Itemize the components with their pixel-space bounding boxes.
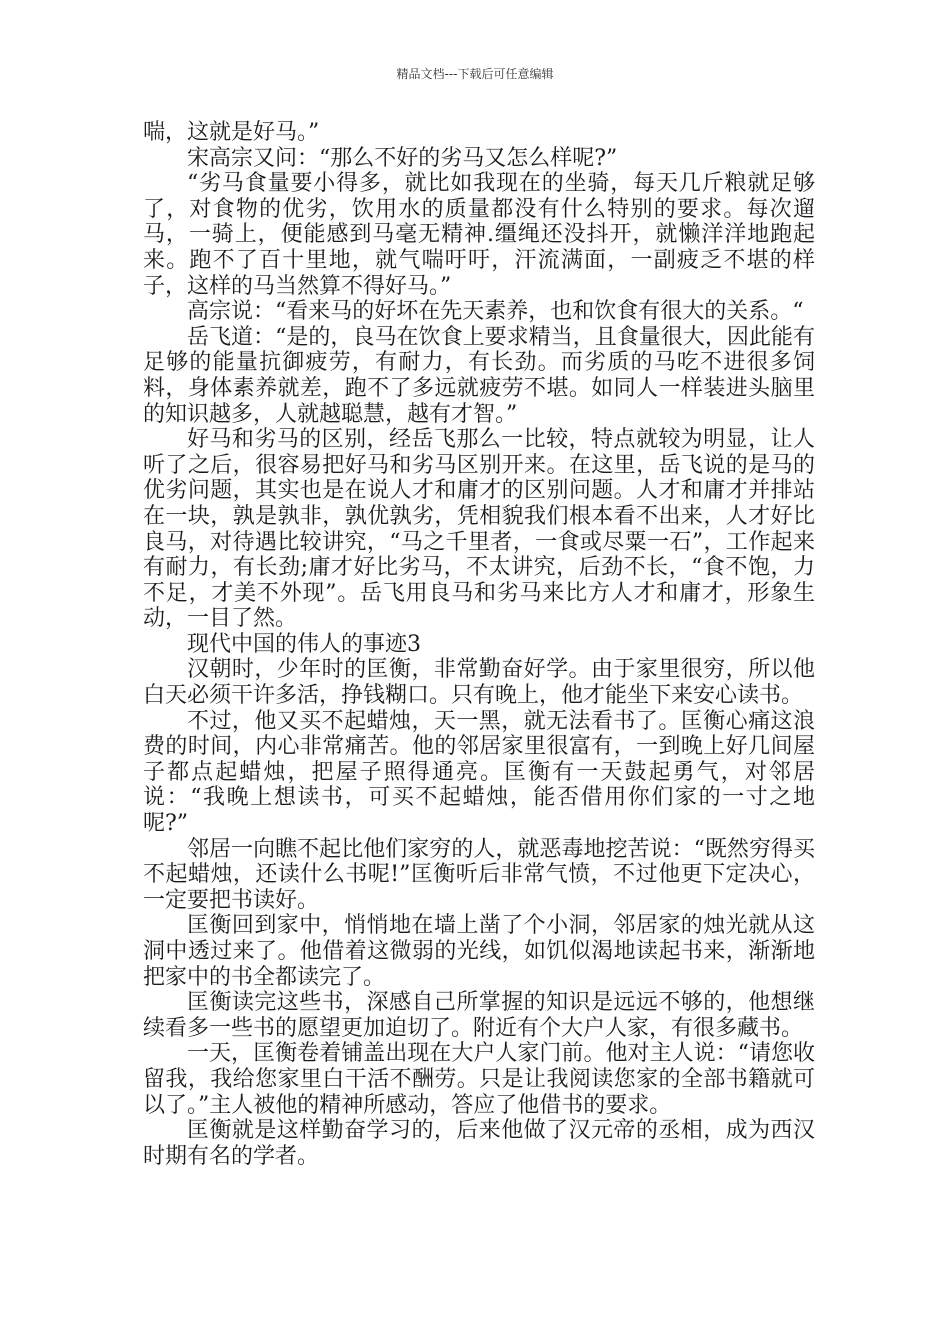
paragraph: 岳飞道：“是的，良马在饮食上要求精当，且食量很大，因此能有足够的能量抗御疲劳，有耐力，有长劲。而劣质的马吃不进很多饲料，身体素养就差，跑不了多远就疲劳不堪。如同人一样装进头脑里的知识越多，人就越聪慧，越有才智。” <box>143 324 815 427</box>
paragraph: “劣马食量要小得多，就比如我现在的坐骑，每天几斤粮就足够了，对食物的优劣，饮用水的质量都没有什么特别的要求。每次遛马，一骑上，便能感到马毫无精神.缰绳还没抖开，就懒洋洋地跑起来。跑不了百十里地，就气喘吁吁，汗流满面，一副疲乏不堪的样子，这样的马当然算不得好马。” <box>143 171 815 299</box>
paragraph: 一天，匡衡卷着铺盖出现在大户人家门前。他对主人说：“请您收留我，我给您家里白干活不酬劳。只是让我阅读您家的全部书籍就可以了。”主人被他的精神所感动，答应了他借书的要求。 <box>143 1041 815 1118</box>
page-header: 精品文档---下载后可任意编辑 <box>396 67 554 81</box>
paragraph: 匡衡就是这样勤奋学习的，后来他做了汉元帝的丞相，成为西汉时期有名的学者。 <box>143 1118 815 1169</box>
paragraph: 高宗说：“看来马的好坏在先天素养，也和饮食有很大的关系。“ <box>187 299 804 325</box>
paragraph: 喘，这就是好马。” <box>143 120 320 145</box>
paragraph: 汉朝时，少年时的匡衡，非常勤奋好学。由于家里很穷，所以他白天必须干许多活，挣钱糊口。只有晚上，他才能坐下来安心读书。 <box>143 657 815 709</box>
section-heading: 现代中国的伟人的事迹3 <box>187 631 421 657</box>
document-body <box>143 120 815 1169</box>
paragraph: 好马和劣马的区别，经岳飞那么一比较，特点就较为明显，让人听了之后，很容易把好马和劣马区别开来。在这里，岳飞说的是马的优劣问题，其实也是在说人才和庸才的区别问题。人才和庸才并排站在一块，孰是孰非，孰优孰劣，凭相貌我们根本看不出来，人才好比良马，对待遇比较讲究，“马之千里者，一食或尽粟一石”，工作起来有耐力，有长劲;庸才好比劣马，不太讲究，后劲不长，“食不饱，力不足，才美不外现”。岳飞用良马和劣马来比方人才和庸才，形象生动，一目了然。 <box>143 427 815 632</box>
paragraph: 匡衡回到家中，悄悄地在墙上凿了个小洞，邻居家的烛光就从这洞中透过来了。他借着这微弱的光线，如饥似渴地读起书来，渐渐地把家中的书全都读完了。 <box>143 913 815 990</box>
paragraph: 匡衡读完这些书，深感自己所掌握的知识是远远不够的，他想继续看多一些书的愿望更加迫切了。附近有个大户人家，有很多藏书。 <box>143 990 815 1041</box>
paragraph: 邻居一向瞧不起比他们家穷的人，就恶毒地挖苦说：“既然穷得买不起蜡烛，还读什么书呢!”匡衡听后非常气愤，不过他更下定决心，一定要把书读好。 <box>143 836 815 913</box>
paragraph: 不过，他又买不起蜡烛，天一黑，就无法看书了。匡衡心痛这浪费的时间，内心非常痛苦。他的邻居家里很富有，一到晚上好几间屋子都点起蜡烛，把屋子照得通亮。匡衡有一天鼓起勇气，对邻居说：“我晚上想读书，可买不起蜡烛，能否借用你们家的一寸之地呢?” <box>143 708 815 837</box>
paragraph: 宋高宗又问：“那么不好的劣马又怎么样呢?” <box>187 145 618 171</box>
